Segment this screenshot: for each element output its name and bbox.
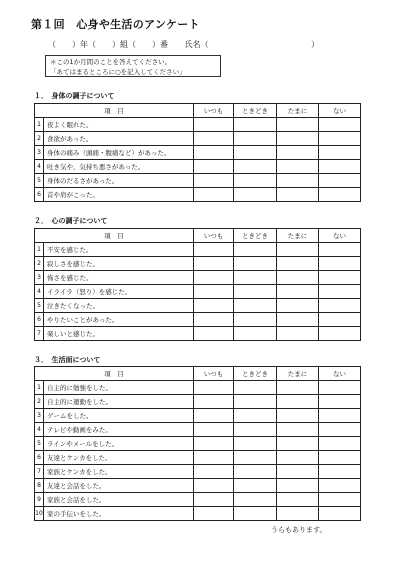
answer-cell-never[interactable]: [319, 146, 361, 160]
answer-cell-always[interactable]: [194, 132, 234, 146]
answer-cell-rarely[interactable]: [277, 285, 319, 299]
answer-cell-rarely[interactable]: [277, 146, 319, 160]
answer-cell-rarely[interactable]: [277, 507, 319, 521]
column-header-rarely: たまに: [277, 104, 319, 118]
answer-cell-never[interactable]: [319, 479, 361, 493]
section-3-heading: ３． 生活面について: [34, 356, 101, 364]
answer-cell-always[interactable]: [194, 243, 234, 257]
item-number: 1: [35, 243, 44, 257]
table-row: [35, 299, 361, 313]
table-row: [35, 507, 361, 521]
column-header-sometimes: ときどき: [234, 229, 277, 243]
item-number: 2: [35, 257, 44, 271]
answer-cell-sometimes[interactable]: [234, 507, 277, 521]
item-number: 7: [35, 465, 44, 479]
answer-cell-rarely[interactable]: [277, 243, 319, 257]
item-label: テレビや動画をみた。: [44, 423, 194, 437]
answer-cell-always[interactable]: [194, 465, 234, 479]
answer-cell-rarely[interactable]: [277, 423, 319, 437]
answer-cell-never[interactable]: [319, 507, 361, 521]
answer-cell-never[interactable]: [319, 493, 361, 507]
item-number: 3: [35, 146, 44, 160]
answer-cell-always[interactable]: [194, 313, 234, 327]
item-number: 6: [35, 313, 44, 327]
answer-cell-never[interactable]: [319, 437, 361, 451]
header-row: [35, 104, 361, 118]
item-label: 自主的に運動をした。: [44, 395, 194, 409]
answer-cell-never[interactable]: [319, 285, 361, 299]
answer-cell-sometimes[interactable]: [234, 243, 277, 257]
item-number: 8: [35, 479, 44, 493]
table-row: [35, 493, 361, 507]
item-number: 4: [35, 160, 44, 174]
table-row: [35, 285, 361, 299]
answer-cell-sometimes[interactable]: [234, 257, 277, 271]
answer-cell-never[interactable]: [319, 160, 361, 174]
answer-cell-sometimes[interactable]: [234, 160, 277, 174]
column-header-never: ない: [319, 229, 361, 243]
item-label: 身体のだるさがあった。: [44, 174, 194, 188]
answer-cell-never[interactable]: [319, 327, 361, 341]
item-number: 10: [35, 507, 44, 521]
answer-cell-sometimes[interactable]: [234, 146, 277, 160]
answer-cell-sometimes[interactable]: [234, 437, 277, 451]
section-1-heading: １． 身体の調子について: [34, 92, 115, 100]
item-label: 吐き気や、気持ち悪さがあった。: [44, 160, 194, 174]
instruction-line-1: ＊この1か月間のことを答えてください。: [50, 58, 172, 66]
answer-cell-sometimes[interactable]: [234, 465, 277, 479]
item-number: 5: [35, 437, 44, 451]
column-header-always: いつも: [194, 229, 234, 243]
answer-cell-rarely[interactable]: [277, 409, 319, 423]
item-number: 4: [35, 285, 44, 299]
section-2-heading: ２． 心の調子について: [34, 217, 108, 225]
answer-cell-rarely[interactable]: [277, 479, 319, 493]
item-label: 不安を感じた。: [44, 243, 194, 257]
item-number: 4: [35, 423, 44, 437]
column-header-sometimes: ときどき: [234, 104, 277, 118]
column-header-item: 項 目: [35, 367, 194, 381]
answer-cell-always[interactable]: [194, 423, 234, 437]
table-row: [35, 479, 361, 493]
answer-cell-always[interactable]: [194, 257, 234, 271]
answer-cell-rarely[interactable]: [277, 327, 319, 341]
answer-cell-rarely[interactable]: [277, 465, 319, 479]
item-number: 7: [35, 327, 44, 341]
item-number: 5: [35, 299, 44, 313]
answer-cell-sometimes[interactable]: [234, 381, 277, 395]
answer-cell-rarely[interactable]: [277, 160, 319, 174]
table-row: [35, 271, 361, 285]
column-header-item: 項 目: [35, 229, 194, 243]
answer-cell-sometimes[interactable]: [234, 327, 277, 341]
item-label: 友達と会話をした。: [44, 479, 194, 493]
table-row: [35, 188, 361, 202]
answer-cell-rarely[interactable]: [277, 437, 319, 451]
answer-cell-never[interactable]: [319, 188, 361, 202]
answer-cell-always[interactable]: [194, 285, 234, 299]
answer-cell-never[interactable]: [319, 313, 361, 327]
table-row: [35, 423, 361, 437]
answer-cell-rarely[interactable]: [277, 381, 319, 395]
column-header-always: いつも: [194, 367, 234, 381]
answer-cell-rarely[interactable]: [277, 395, 319, 409]
item-label: 友達とケンカをした。: [44, 451, 194, 465]
answer-cell-never[interactable]: [319, 409, 361, 423]
table-row: [35, 118, 361, 132]
answer-cell-never[interactable]: [319, 381, 361, 395]
answer-cell-never[interactable]: [319, 132, 361, 146]
answer-cell-sometimes[interactable]: [234, 132, 277, 146]
item-number: 3: [35, 409, 44, 423]
answer-cell-always[interactable]: [194, 188, 234, 202]
table-row: [35, 381, 361, 395]
item-number: 1: [35, 381, 44, 395]
answer-cell-always[interactable]: [194, 327, 234, 341]
table-row: [35, 160, 361, 174]
answer-cell-always[interactable]: [194, 493, 234, 507]
item-label: 自主的に勉強をした。: [44, 381, 194, 395]
table-row: [35, 243, 361, 257]
column-header-never: ない: [319, 104, 361, 118]
section-3-table: [34, 366, 361, 521]
answer-cell-sometimes[interactable]: [234, 285, 277, 299]
table-row: [35, 313, 361, 327]
item-number: 1: [35, 118, 44, 132]
table-row: [35, 327, 361, 341]
answer-cell-sometimes[interactable]: [234, 299, 277, 313]
answer-cell-never[interactable]: [319, 395, 361, 409]
name-close: ）: [311, 40, 320, 49]
answer-cell-always[interactable]: [194, 381, 234, 395]
answer-cell-never[interactable]: [319, 257, 361, 271]
item-label: 夜よく眠れた。: [44, 118, 194, 132]
item-number: 6: [35, 451, 44, 465]
answer-cell-never[interactable]: [319, 465, 361, 479]
column-header-item: 項 目: [35, 104, 194, 118]
answer-cell-always[interactable]: [194, 118, 234, 132]
item-label: ゲームをした。: [44, 409, 194, 423]
answer-cell-rarely[interactable]: [277, 174, 319, 188]
column-header-sometimes: ときどき: [234, 367, 277, 381]
answer-cell-always[interactable]: [194, 451, 234, 465]
item-label: 泣きたくなった。: [44, 299, 194, 313]
answer-cell-always[interactable]: [194, 409, 234, 423]
table-row: [35, 146, 361, 160]
answer-cell-rarely[interactable]: [277, 132, 319, 146]
answer-cell-always[interactable]: [194, 299, 234, 313]
answer-cell-sometimes[interactable]: [234, 451, 277, 465]
item-label: 家の手伝いをした。: [44, 507, 194, 521]
answer-cell-never[interactable]: [319, 423, 361, 437]
answer-cell-always[interactable]: [194, 271, 234, 285]
answer-cell-never[interactable]: [319, 299, 361, 313]
answer-cell-sometimes[interactable]: [234, 174, 277, 188]
answer-cell-rarely[interactable]: [277, 271, 319, 285]
answer-cell-rarely[interactable]: [277, 493, 319, 507]
answer-cell-rarely[interactable]: [277, 299, 319, 313]
table-row: [35, 437, 361, 451]
item-number: 5: [35, 174, 44, 188]
page-title: 第１回 心身や生活のアンケート: [31, 18, 200, 31]
answer-cell-sometimes[interactable]: [234, 188, 277, 202]
item-label: 食欲があった。: [44, 132, 194, 146]
column-header-rarely: たまに: [277, 229, 319, 243]
item-label: 家族とケンカをした。: [44, 465, 194, 479]
column-header-never: ない: [319, 367, 361, 381]
answer-cell-always[interactable]: [194, 395, 234, 409]
item-number: 2: [35, 132, 44, 146]
answer-cell-never[interactable]: [319, 271, 361, 285]
class-number-fields: （ ）年（ ）組（ ）番: [48, 40, 168, 49]
answer-cell-never[interactable]: [319, 451, 361, 465]
answer-cell-sometimes[interactable]: [234, 479, 277, 493]
table-row: [35, 409, 361, 423]
answer-cell-rarely[interactable]: [277, 257, 319, 271]
column-header-always: いつも: [194, 104, 234, 118]
table-row: [35, 395, 361, 409]
section-1-table: [34, 103, 361, 202]
answer-cell-sometimes[interactable]: [234, 395, 277, 409]
item-label: 首や肩がこった。: [44, 188, 194, 202]
answer-cell-sometimes[interactable]: [234, 118, 277, 132]
item-label: 楽しいと感じた。: [44, 327, 194, 341]
item-label: 家族と会話をした。: [44, 493, 194, 507]
answer-cell-never[interactable]: [319, 243, 361, 257]
answer-cell-always[interactable]: [194, 160, 234, 174]
answer-cell-always[interactable]: [194, 146, 234, 160]
answer-cell-sometimes[interactable]: [234, 409, 277, 423]
item-label: 怖さを感じた。: [44, 271, 194, 285]
name-label: 氏名（: [184, 40, 209, 49]
section-2-table: [34, 228, 361, 341]
answer-cell-rarely[interactable]: [277, 188, 319, 202]
answer-cell-sometimes[interactable]: [234, 313, 277, 327]
table-row: [35, 465, 361, 479]
student-info-line: [48, 39, 319, 50]
item-label: やりたいことがあった。: [44, 313, 194, 327]
item-label: イライラ（怒り）を感じた。: [44, 285, 194, 299]
answer-cell-sometimes[interactable]: [234, 423, 277, 437]
answer-cell-rarely[interactable]: [277, 313, 319, 327]
item-label: 身体の痛み（頭痛・腹痛など）があった。: [44, 146, 194, 160]
answer-cell-never[interactable]: [319, 174, 361, 188]
answer-cell-always[interactable]: [194, 437, 234, 451]
answer-cell-always[interactable]: [194, 174, 234, 188]
answer-cell-rarely[interactable]: [277, 451, 319, 465]
table-row: [35, 174, 361, 188]
column-header-rarely: たまに: [277, 367, 319, 381]
answer-cell-always[interactable]: [194, 507, 234, 521]
back-page-note: うらもあります。: [271, 526, 327, 534]
item-number: 3: [35, 271, 44, 285]
answer-cell-sometimes[interactable]: [234, 271, 277, 285]
answer-cell-always[interactable]: [194, 479, 234, 493]
item-number: 2: [35, 395, 44, 409]
item-number: 6: [35, 188, 44, 202]
instruction-box: [45, 55, 221, 77]
item-number: 9: [35, 493, 44, 507]
table-row: [35, 132, 361, 146]
table-row: [35, 451, 361, 465]
table-row: [35, 257, 361, 271]
answer-cell-sometimes[interactable]: [234, 493, 277, 507]
answer-cell-rarely[interactable]: [277, 118, 319, 132]
header-row: [35, 367, 361, 381]
instruction-line-2: 「あてはまるところに○を記入してください」: [50, 68, 186, 76]
header-row: [35, 229, 361, 243]
item-label: ラインやメールをした。: [44, 437, 194, 451]
item-label: 寂しさを感じた。: [44, 257, 194, 271]
answer-cell-never[interactable]: [319, 118, 361, 132]
